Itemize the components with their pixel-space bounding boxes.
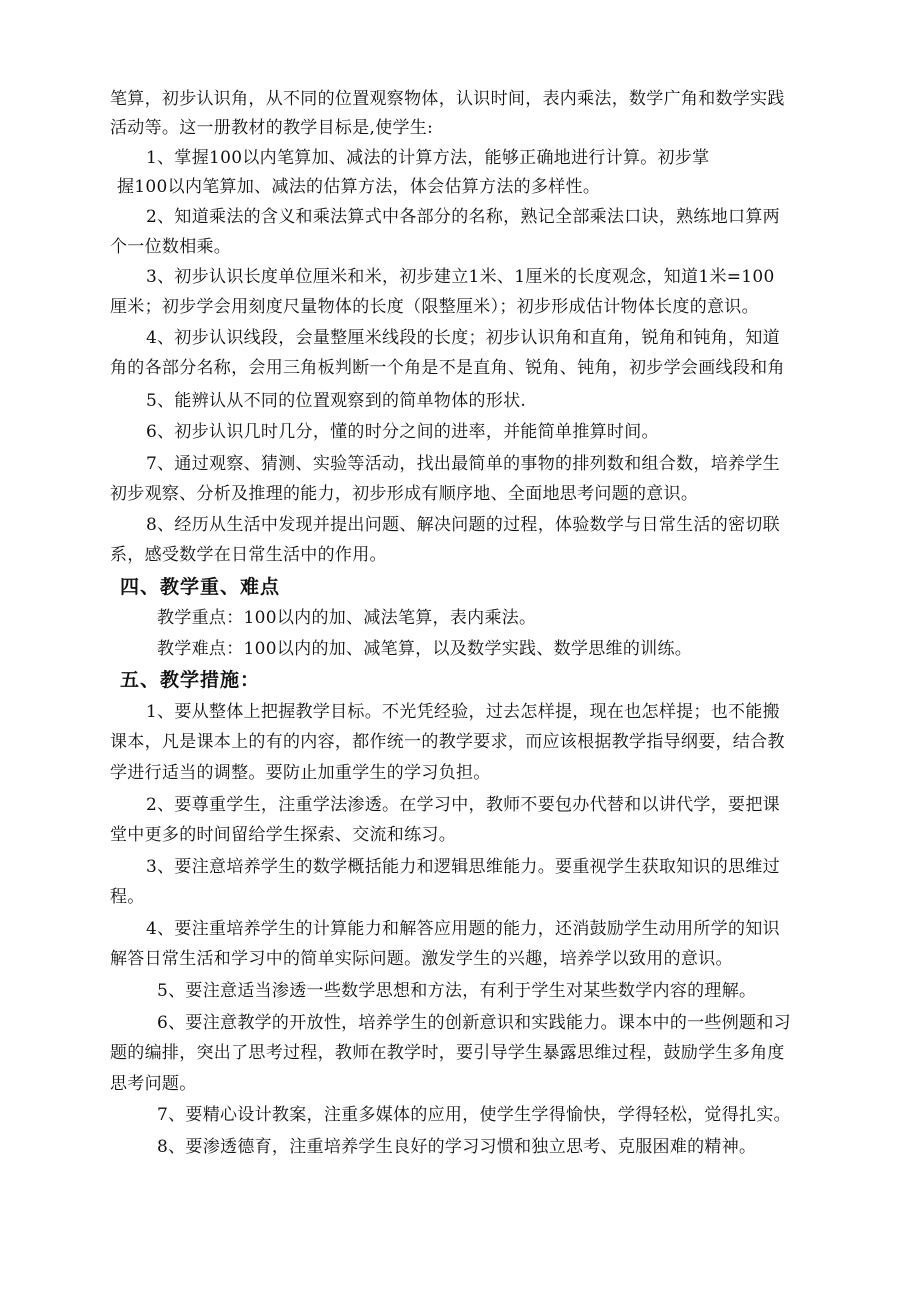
goal-4-line-1: 4、初步认识线段，会量整厘米线段的长度；初步认识角和直角，锐角和钝角，知道 xyxy=(146,328,780,348)
measure-5-line-1: 5、要注意适当渗透一些数学思想和方法，有利于学生对某些数学内容的理解。 xyxy=(157,981,757,1001)
measure-6-line-2: 题的编排，突出了思考过程，教师在教学时，要引导学生暴露思维过程，鼓励学生多角度 xyxy=(110,1043,785,1063)
goal-1-line-1: 1、掌握100以内笔算加、减法的计算方法，能够正确地进行计算。初步掌 xyxy=(146,148,710,168)
goal-6-line-1: 6、初步认识几时几分，懂的时分之间的进率，并能简单推算时间。 xyxy=(146,422,659,442)
measure-3-line-1: 3、要注意培养学生的数学概括能力和逻辑思维能力。要重视学生获取知识的思维过 xyxy=(146,857,780,877)
measure-4-line-2: 解答日常生活和学习中的简单实际问题。激发学生的兴趣，培养学以致用的意识。 xyxy=(110,949,733,969)
difficulty-line: 教学难点：100以内的加、减笔算，以及数学实践、数学思维的训练。 xyxy=(157,639,693,659)
measure-3-line-2: 程。 xyxy=(110,887,145,907)
measure-4-line-1: 4、要注重培养学生的计算能力和解答应用题的能力，还消鼓励学生动用所学的知识 xyxy=(146,919,780,939)
measure-1-line-2: 课本，凡是课本上的有的内容，都作统一的教学要求，而应该根据教学指导纲要，结合教 xyxy=(110,732,785,752)
measure-1-line-1: 1、要从整体上把握教学目标。不光凭经验，过去怎样提，现在也怎样提；也不能搬 xyxy=(146,702,780,722)
section-5-heading: 五、教学措施： xyxy=(120,669,261,691)
measure-7-line-1: 7、要精心设计教案，注重多媒体的应用，使学生学得愉快，学得轻松，觉得扎实。 xyxy=(157,1105,791,1125)
goal-8-line-1: 8、经历从生活中发现并提出问题、解决问题的过程，体验数学与日常生活的密切联 xyxy=(146,515,780,535)
measure-2-line-1: 2、要尊重学生，注重学法渗透。在学习中，教师不要包办代替和以讲代学，要把课 xyxy=(146,795,780,815)
goal-2-line-1: 2、知道乘法的含义和乘法算式中各部分的名称，熟记全部乘法口诀，熟练地口算两 xyxy=(146,207,780,227)
goal-5-line-1: 5、能辨认从不同的位置观察到的简单物体的形状. xyxy=(146,391,527,411)
goal-7-line-1: 7、通过观察、猜测、实验等活动，找出最简单的事物的排列数和组合数，培养学生 xyxy=(146,454,780,474)
measure-2-line-2: 堂中更多的时间留给学生探索、交流和练习。 xyxy=(110,825,456,845)
goal-1-line-2: 握100以内笔算加、减法的估算方法，体会估算方法的多样性。 xyxy=(117,177,601,197)
measure-8-line-1: 8、要渗透德育，注重培养学生良好的学习习惯和独立思考、克服困难的精神。 xyxy=(157,1137,757,1157)
goal-2-line-2: 个一位数相乘。 xyxy=(110,237,232,257)
measure-6-line-3: 思考问题。 xyxy=(110,1074,197,1094)
intro-line-2: 活动等。这一册教材的教学目标是,使学生: xyxy=(110,118,434,138)
key-point-line: 教学重点：100以内的加、减法笔算，表内乘法。 xyxy=(157,608,537,628)
goal-4-line-2: 角的各部分名称，会用三角板判断一个角是不是直角、锐角、钝角，初步学会画线段和角 xyxy=(110,358,785,378)
intro-line-1: 笔算，初步认识角，从不同的位置观察物体，认识时间，表内乘法，数学广角和数学实践 xyxy=(110,89,785,109)
measure-1-line-3: 学进行适当的调整。要防止加重学生的学习负担。 xyxy=(110,763,491,783)
goal-8-line-2: 系，感受数学在日常生活中的作用。 xyxy=(110,545,387,565)
goal-3-line-1: 3、初步认识长度单位厘米和米，初步建立1米、1厘米的长度观念，知道1米=100 xyxy=(146,267,775,287)
goal-3-line-2: 厘米；初步学会用刻度尺量物体的长度（限整厘米）；初步形成估计物体长度的意识。 xyxy=(110,297,759,317)
measure-6-line-1: 6、要注意教学的开放性，培养学生的创新意识和实践能力。课本中的一些例题和习 xyxy=(157,1013,791,1033)
section-4-heading: 四、教学重、难点 xyxy=(120,576,281,598)
goal-7-line-2: 初步观察、分析及推理的能力，初步形成有顺序地、全面地思考问题的意识。 xyxy=(110,484,699,504)
